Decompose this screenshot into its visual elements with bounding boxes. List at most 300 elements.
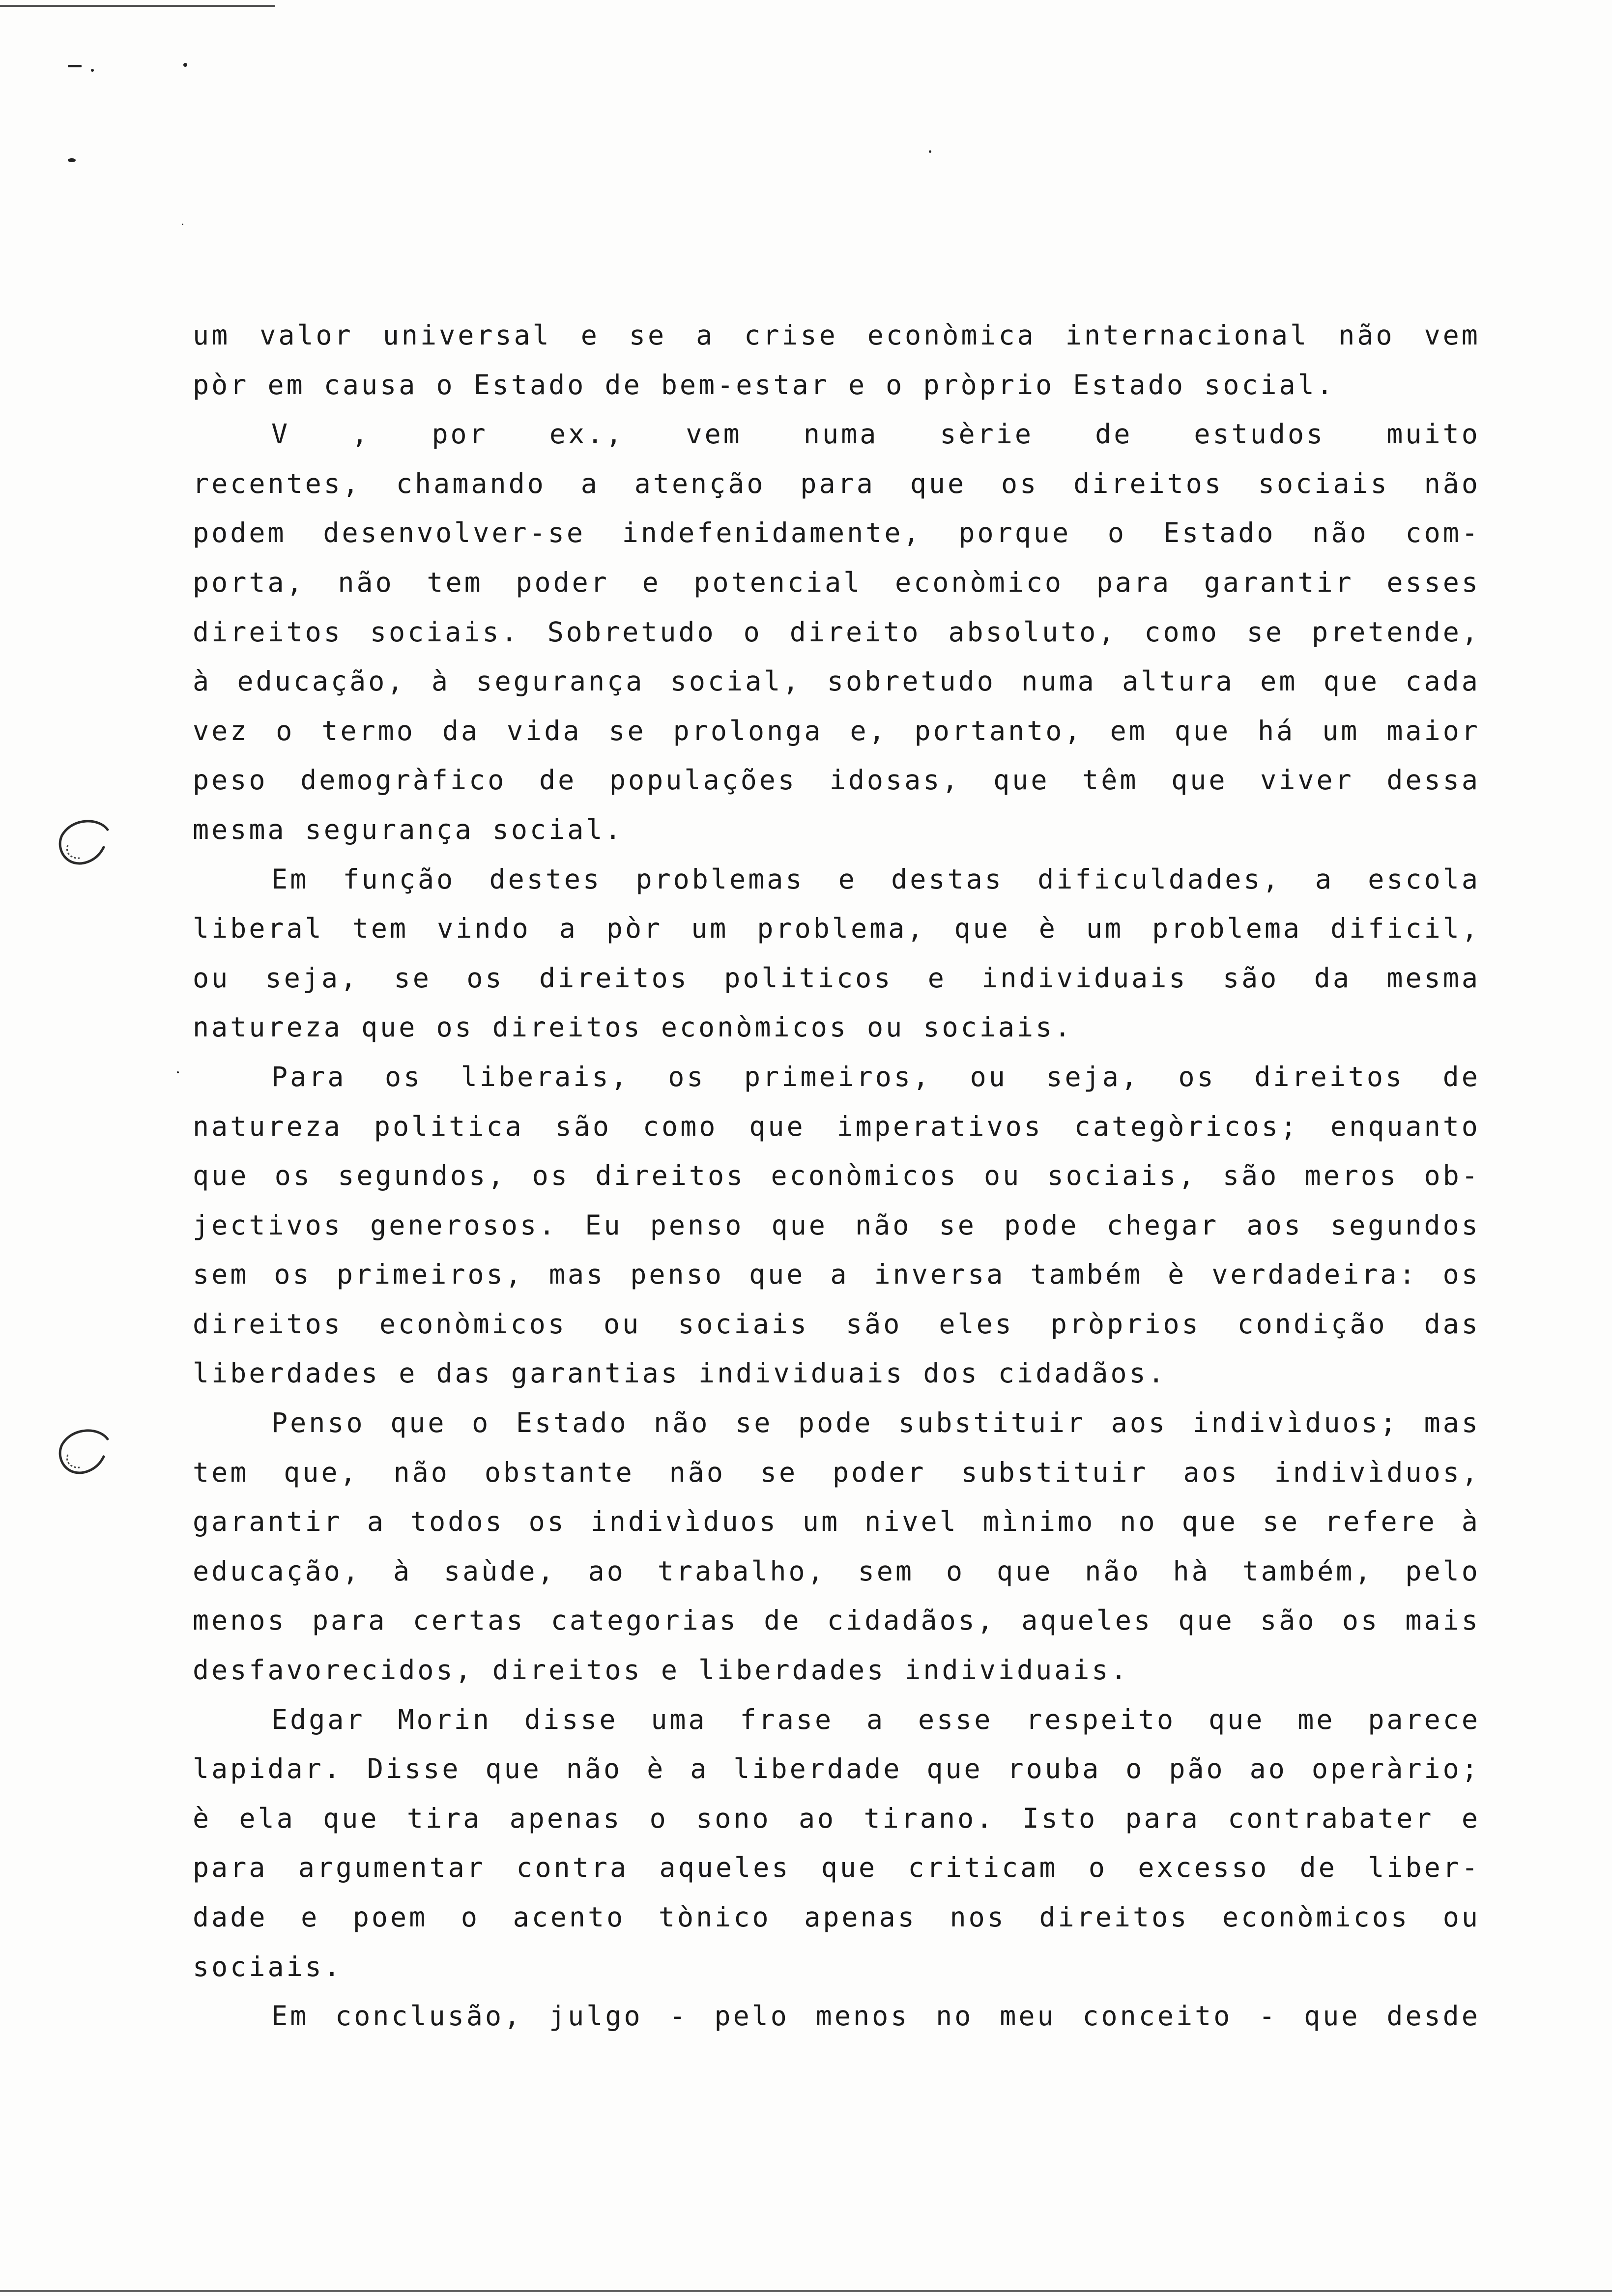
word: vindo [437,913,531,945]
word: que [993,764,1050,796]
word: que [193,1160,249,1192]
word: poder [832,1456,926,1488]
word: no [1120,1506,1157,1538]
word: hà [1173,1555,1210,1587]
word: ou [604,1308,641,1340]
word: segurança [476,665,645,697]
word: seja, [1046,1061,1140,1092]
word: para [193,1852,268,1884]
word: direitos [595,1160,746,1192]
word: dificuldades, [1037,863,1281,895]
word: para [800,467,875,499]
word: segundos [1330,1209,1480,1241]
text-line [193,1645,1480,1695]
word: também [1030,1259,1143,1291]
word: pelo [714,2000,789,2032]
word: por [432,418,488,450]
word: pòr [606,913,663,945]
word: que [821,1852,878,1884]
word: se [760,1456,798,1488]
word: segundos, [338,1160,507,1192]
word: os [1442,1259,1480,1291]
word: ob- [1424,1160,1480,1192]
scan-speck [68,158,76,162]
word: não [855,1209,912,1241]
word: direitos [193,1308,343,1340]
text-line [193,706,1480,756]
word: Disse [367,1753,461,1785]
scan-speck [929,150,931,153]
word: os [384,1061,423,1092]
word: mìnimo [982,1506,1095,1538]
word: ou [1442,1901,1480,1933]
word: excesso [1138,1852,1269,1884]
word: prolonga [673,715,823,746]
word: se [394,962,432,994]
word: valor [259,319,353,351]
text-line [193,657,1480,706]
text-line [193,1843,1480,1893]
word: são [1222,962,1279,994]
word: têm [1082,764,1139,796]
word: a [830,1259,849,1291]
word: e [838,863,857,895]
word: e [580,319,600,351]
word: que [926,1753,983,1785]
word: o [1107,517,1127,549]
word: e [927,962,947,994]
word: lapidar. [193,1753,343,1785]
word: pretende, [1311,616,1480,648]
word: ao [798,1802,836,1834]
word: um [1322,715,1360,746]
word: função [343,863,456,895]
word: e [1461,1802,1480,1834]
word: um [193,319,230,351]
word: porque [958,517,1071,549]
punch-hole-mark [53,1425,117,1484]
word: pròprios [1050,1308,1201,1340]
word: sociais, [1047,1160,1197,1192]
text-line [193,1151,1480,1201]
word: pão [1169,1753,1225,1785]
text-line [193,1547,1480,1596]
word: à [393,1555,412,1587]
word: sociais [678,1308,809,1340]
word: ou [970,1061,1008,1092]
word: saùde, [443,1555,556,1587]
word: os [668,1061,706,1092]
scan-speck [177,1071,179,1073]
word: conclusão, [335,2000,523,2032]
word: pode [1004,1209,1079,1241]
word: e [642,566,661,598]
word: estudos [1194,418,1325,450]
word: termo [321,715,415,746]
word: a [866,1703,886,1735]
word: que [771,1209,828,1241]
text-line [193,1398,1480,1448]
word: inversa [874,1259,1006,1291]
text-line [193,558,1480,607]
word: de [539,764,577,796]
word: sem [193,1259,249,1291]
word: de [764,1605,802,1636]
word: apenas [804,1901,917,1933]
word: os [528,1506,566,1538]
word: de [1299,1852,1337,1884]
word: se [629,319,667,351]
text-line [193,1102,1480,1151]
text-line [193,755,1480,805]
word: ao [588,1555,626,1587]
word: não [654,1407,710,1439]
word: Penso [271,1407,365,1439]
word: o [1125,1753,1145,1785]
word: populações [609,764,797,796]
word: direitos [1254,1061,1405,1092]
word: cada [1405,665,1480,697]
word: tirano. [864,1802,995,1834]
word: que [910,467,967,499]
word: à [1461,1506,1480,1538]
word: o [1088,1852,1107,1884]
word: categorias [550,1605,738,1636]
word: certas [412,1605,525,1636]
scan-speck [182,224,183,225]
word: econòmicos [379,1308,567,1340]
word: se [939,1209,977,1241]
word: tem [352,913,409,945]
word: o [472,1407,491,1439]
word: è [193,1802,212,1834]
word: cidadãos, [827,1605,996,1636]
word: me [1297,1703,1335,1735]
word: direito [789,616,921,648]
word: destes [489,863,602,895]
word: que [1174,715,1231,746]
word: tem [427,566,483,598]
word: V [271,418,290,450]
word: há [1258,715,1295,746]
word: ex., [549,418,625,450]
word: muito [1386,418,1480,450]
word: direitos [193,616,343,648]
word: sèrie [940,418,1034,450]
word: julgo [549,2000,643,2032]
word: ela [239,1802,295,1834]
text-line [193,409,1480,459]
word: mesma [1386,962,1480,994]
word: vem [686,418,742,450]
word: chamando [396,467,546,499]
word: Morin [398,1703,492,1735]
word: em [1110,715,1148,746]
word: não [566,1753,623,1785]
body-text [193,311,1480,2041]
word: - [1259,2000,1278,2032]
word: que [749,1110,806,1142]
text-line [193,1596,1480,1645]
word: à [431,665,450,697]
word: a [367,1506,386,1538]
word: sociais. [370,616,520,648]
word: porta, [193,566,305,598]
word: Em [271,863,309,895]
word: absoluto, [948,616,1117,648]
word: internacional [1065,319,1309,351]
word: Sobretudo [547,616,716,648]
word: condição [1237,1308,1387,1340]
word: e [301,1901,320,1933]
word: aos [1183,1456,1239,1488]
word: e, [850,715,888,746]
word: tònico [658,1901,771,1933]
word: vez [193,715,249,746]
word: mas [1424,1407,1480,1439]
word: crise [744,319,838,351]
word: numa [803,418,879,450]
word: verdadeira: [1211,1259,1418,1291]
word: direitos [1073,467,1224,499]
word: que [323,1802,379,1834]
word: como [642,1110,718,1142]
word: não [1338,319,1395,351]
word: imperativos [836,1110,1043,1142]
word: a [1315,863,1334,895]
word: sono [696,1802,771,1834]
word: que [1171,764,1228,796]
text-line [193,360,1480,410]
word: penso [650,1209,744,1241]
word: se [608,715,646,746]
word: um [1086,913,1124,945]
text-line [193,1744,1480,1794]
word: educação, [193,1555,362,1587]
word: desde [1386,2000,1480,2032]
word: da [442,715,480,746]
word: destas [891,863,1004,895]
word: como [1144,616,1219,648]
word: vem [1424,319,1480,351]
word: de [1442,1061,1480,1092]
word: substituir [898,1407,1086,1439]
word: um [802,1506,840,1538]
word: de [1095,418,1133,450]
word: educação, [237,665,406,697]
word: econòmico [895,566,1064,598]
line-text: mesma segurança social. [193,813,624,845]
word: atenção [634,467,766,499]
word: são [1260,1605,1317,1636]
word: seja, [265,962,359,994]
word: garantir [1204,566,1354,598]
word: mas [548,1259,605,1291]
word: que [485,1753,542,1785]
word: da [1314,962,1352,994]
word: potencial [693,566,863,598]
word: argumentar [298,1852,486,1884]
word: vida [507,715,582,746]
word: individuais [981,962,1188,994]
word: se [735,1407,773,1439]
word: enquanto [1330,1110,1480,1142]
word: o [461,1901,480,1933]
word: idosas, [829,764,961,796]
word: universal [382,319,551,351]
text-line [193,1695,1480,1745]
word: chegar [1106,1209,1219,1241]
text-line [193,1448,1480,1497]
word: indivìduos; [1192,1407,1399,1439]
text-line [193,953,1480,1003]
word: são [846,1308,902,1340]
line-text: liberdades e das garantias individuais dos cidadãos. [193,1357,1167,1389]
word: não [338,566,394,598]
word: peso [193,764,268,796]
word: indefenidamente, [622,517,922,549]
word: Isto [1022,1802,1098,1834]
word: primeiros, [336,1259,524,1291]
word: que [390,1407,447,1439]
word: liberal [193,913,324,945]
word: não [393,1456,450,1488]
text-line [193,459,1480,509]
word: os [532,1160,570,1192]
word: uma [651,1703,707,1735]
word: pode [798,1407,873,1439]
text-line [193,1003,1480,1052]
word: dificil, [1330,913,1480,945]
word: Em [271,2000,309,2032]
word: a [690,1753,709,1785]
word: natureza [193,1110,343,1142]
word: econòmicos [771,1160,958,1192]
word: substituir [961,1456,1149,1488]
word: tem [193,1456,249,1488]
word: o [276,715,295,746]
line-text: pòr em causa o Estado de bem-estar e o pròprio Estado social. [193,369,1335,401]
word: acento [513,1901,626,1933]
word: jectivos [193,1209,343,1241]
word: frase [740,1703,834,1735]
word: um [691,913,729,945]
word: aos [1246,1209,1303,1241]
word: garantir [193,1506,343,1538]
word: generosos. [370,1209,558,1241]
word: problema, [757,913,926,945]
top-scan-rule [0,5,275,7]
word: penso [630,1259,724,1291]
word: apenas [509,1802,622,1834]
word: o [743,616,762,648]
word: os [1001,467,1039,499]
word: sobretudo [827,665,996,697]
word: è [1168,1259,1187,1291]
punch-hole-mark [53,816,117,875]
scan-speck [68,65,82,67]
word: , [351,418,371,450]
word: em [1260,665,1298,697]
word: esse [918,1703,993,1735]
word: o [946,1555,965,1587]
word: não [669,1456,725,1488]
word: os [274,1259,312,1291]
word: desenvolver-se [323,517,585,549]
word: meros [1304,1160,1399,1192]
word: o [649,1802,668,1834]
word: direitos [1039,1901,1189,1933]
word: menos [815,2000,910,2032]
word: operàrio; [1311,1753,1480,1785]
text-line [193,1942,1480,1992]
word: a [696,319,715,351]
word: categòricos; [1074,1110,1299,1142]
word: aqueles [659,1852,791,1884]
word: pelo [1405,1555,1480,1587]
word: tira [406,1802,482,1834]
word: econòmicos [1222,1901,1410,1933]
word: são [1222,1160,1279,1192]
word: aos [1111,1407,1168,1439]
word: viver [1260,764,1354,796]
text-line [193,1497,1480,1547]
word: não [1424,467,1480,499]
word: primeiros, [744,1061,932,1092]
line-text: sociais. [193,1951,343,1982]
word: disse [524,1703,618,1735]
line-text: desfavorecidos, direitos e liberdades individuais. [193,1654,1129,1686]
word: se [1262,1506,1300,1538]
word: demogràfico [300,764,507,796]
word: que [1209,1703,1265,1735]
word: no [936,2000,974,2032]
word: è [647,1753,666,1785]
word: contra [516,1852,629,1884]
word: direitos [539,962,689,994]
word: problema [1152,913,1302,945]
word: à [193,665,212,697]
word: sem [858,1555,915,1587]
word: que [954,913,1010,945]
word: trabalho, [657,1555,826,1587]
word: a [580,467,600,499]
word: podem [193,517,287,549]
word: que [1323,665,1380,697]
word: Eu [585,1209,623,1241]
word: problemas [635,863,805,895]
word: portanto, [914,715,1083,746]
word: liberais, [461,1061,630,1092]
word: indivìduos, [1274,1456,1480,1488]
word: liberdade [733,1753,902,1785]
word: mais [1405,1605,1480,1636]
word: que [1181,1506,1238,1538]
word: respeito [1026,1703,1176,1735]
text-line [193,1052,1480,1102]
word: social, [670,665,802,697]
word: para [312,1605,387,1636]
word: nos [950,1901,1006,1933]
text-line [193,805,1480,855]
word: das [1424,1308,1480,1340]
word: Para [271,1061,346,1092]
word: poder [516,566,609,598]
text-line [193,1794,1480,1843]
word: criticam [908,1852,1058,1884]
word: que, [284,1456,359,1488]
text-line [193,1991,1480,2041]
